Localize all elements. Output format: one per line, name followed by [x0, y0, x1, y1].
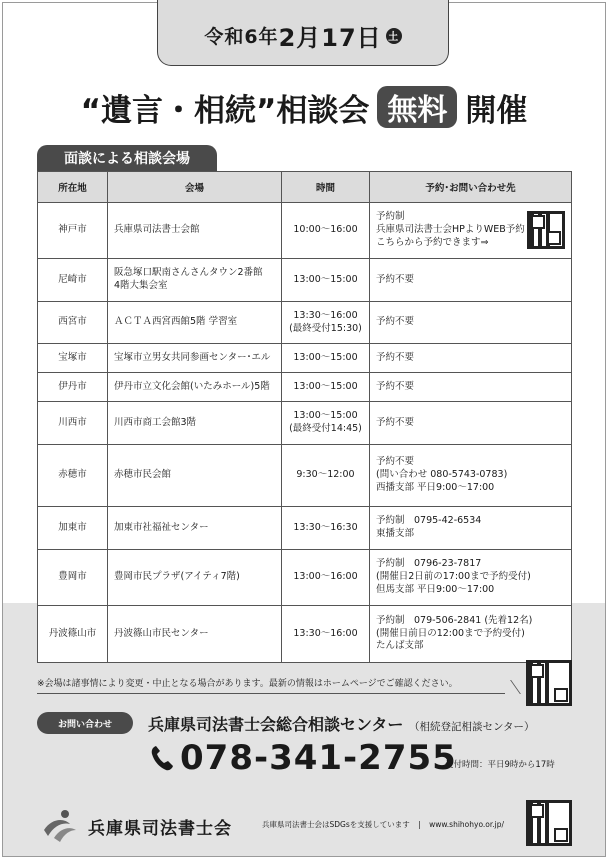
reservation-cell: [370, 402, 572, 445]
table-header-row: [38, 172, 572, 203]
venue-cell-line: 兵庫県司法書士会館: [114, 224, 200, 236]
reservation-cell-line: 予約制: [376, 211, 405, 223]
date-main: 2月17日: [278, 24, 382, 52]
reservation-cell-line: 但馬支部 平日9:00～17:00: [376, 583, 495, 595]
page-title: [30, 82, 578, 132]
reservation-cell-line: 西播支部 平日9:00～17:00: [376, 481, 495, 493]
city-cell: 西宮市: [38, 302, 108, 344]
reservation-cell-line: 予約不要: [376, 380, 415, 392]
time-cell-line: 13:30～16:30: [293, 521, 358, 533]
table-row: [38, 550, 572, 606]
city-cell: 川西市: [38, 402, 108, 445]
time-cell-line: 9:30～12:00: [296, 469, 355, 481]
venue-cell: [108, 302, 282, 344]
header-time: 時間: [282, 172, 370, 203]
notice-text: ※会場は諸事情により変更・中止となる場合があります。最新の情報はホームページでご確認ください。: [37, 679, 458, 689]
venue-cell: [108, 373, 282, 402]
reservation-cell: [370, 203, 572, 259]
time-cell-line: 13:00～15:00: [293, 351, 358, 363]
reception-hours: 受付時間：平日9時から17時: [445, 760, 555, 770]
table-row: [38, 606, 572, 663]
free-badge: 無料: [377, 86, 457, 128]
notice-underline: [37, 693, 505, 694]
table-row: [38, 445, 572, 507]
table-row: [38, 507, 572, 550]
venue-cell-line: 赤穂市民会館: [114, 469, 172, 481]
time-cell: [282, 302, 370, 344]
section-title: 面談による相談会場: [37, 145, 217, 171]
reservation-cell-line: 兵庫県司法書士会HPよりWEB予約: [376, 224, 525, 236]
venue-cell: [108, 445, 282, 507]
time-cell-line: 13:30～16:00: [293, 309, 358, 321]
reservation-cell-line: 予約不要: [376, 316, 415, 328]
time-cell: [282, 550, 370, 606]
contact-name-main: 兵庫県司法書士会総合相談センター: [148, 715, 404, 734]
sdgs-text: 兵庫県司法書士会はSDGsを支援しています: [262, 820, 410, 829]
time-cell: [282, 507, 370, 550]
reservation-cell-line: こちらから予約できます⇒: [376, 236, 489, 248]
venue-cell: [108, 344, 282, 373]
reservation-cell: [370, 550, 572, 606]
date-prefix: 令和6年: [204, 26, 279, 48]
header-reservation: 予約･お問い合わせ先: [370, 172, 572, 203]
venue-table: [37, 171, 572, 663]
reservation-cell-line: 予約不要: [376, 351, 415, 363]
table-row: [38, 373, 572, 402]
reservation-cell-line: 予約不要: [376, 456, 415, 468]
venue-cell-line: 4階大集会室: [114, 280, 168, 291]
time-cell-line: 13:00～15:00: [293, 273, 358, 285]
time-cell: [282, 445, 370, 507]
reservation-cell: [370, 373, 572, 402]
venue-cell-line: 阪急塚口駅南さんさんタウン2番館: [114, 267, 263, 279]
phone-number[interactable]: 078-341-2755: [180, 738, 457, 778]
time-cell-line: (最終受付15:30): [289, 322, 362, 334]
venue-cell: [108, 259, 282, 302]
table-row: [38, 203, 572, 259]
reservation-cell: [370, 606, 572, 663]
org-name: 兵庫県司法書士会: [88, 818, 232, 839]
table-row: [38, 259, 572, 302]
time-cell: [282, 402, 370, 445]
title-left: “遺言・相続”相談会: [80, 92, 370, 129]
qr-code-icon[interactable]: [526, 800, 572, 846]
table-row: [38, 344, 572, 373]
time-cell: [282, 606, 370, 663]
time-cell: [282, 203, 370, 259]
city-cell: 神戸市: [38, 203, 108, 259]
org-logo-icon: [40, 808, 80, 844]
venue-cell: [108, 550, 282, 606]
time-cell-line: (最終受付14:45): [289, 423, 362, 434]
title-right: 開催: [465, 92, 528, 129]
city-cell: 伊丹市: [38, 373, 108, 402]
venue-cell-line: 川西市商工会館3階: [114, 416, 197, 428]
website-link[interactable]: www.shihohyo.or.jp/: [429, 820, 505, 829]
reservation-cell-line: 予約不要: [376, 416, 415, 428]
reservation-cell: [370, 344, 572, 373]
table-body: [38, 203, 572, 663]
reservation-cell-line: (開催日2日前の17:00まで予約受付): [376, 571, 531, 583]
contact-label: お問い合わせ: [37, 712, 133, 734]
city-cell: 豊岡市: [38, 550, 108, 606]
weekday-badge: 土: [386, 28, 402, 44]
org-logo: [40, 806, 232, 846]
time-cell-line: 13:30～16:00: [293, 627, 358, 639]
event-date: [157, 0, 449, 66]
time-cell-line: 13:00～15:00: [293, 410, 358, 422]
venue-cell: [108, 203, 282, 259]
contact-name-sub: （相続登記相談センター）: [408, 721, 535, 733]
header-city: 所在地: [38, 172, 108, 203]
time-cell-line: 13:00～16:00: [293, 571, 358, 583]
reservation-cell-line: (問い合わせ 080-5743-0783): [376, 469, 508, 481]
header-venue: 会場: [108, 172, 282, 203]
venue-cell-line: 豊岡市民プラザ(アイティ7階): [114, 571, 240, 583]
venue-cell-line: 伊丹市立文化会館(いたみホール)5階: [114, 380, 270, 392]
city-cell: 尼崎市: [38, 259, 108, 302]
time-cell: [282, 259, 370, 302]
city-cell: 加東市: [38, 507, 108, 550]
city-cell: 赤穂市: [38, 445, 108, 507]
reservation-cell: [370, 445, 572, 507]
reservation-cell: [370, 259, 572, 302]
time-cell-line: 13:00～15:00: [293, 380, 358, 392]
qr-code-icon[interactable]: [527, 211, 565, 249]
reservation-cell-line: 予約制 0795-42-6534: [376, 515, 482, 527]
qr-code-icon[interactable]: [526, 660, 572, 706]
table-row: [38, 402, 572, 445]
reservation-cell-line: 予約不要: [376, 273, 415, 285]
phone-row: [150, 738, 457, 778]
reservation-cell-line: たんば支部: [376, 640, 424, 652]
reservation-cell: [370, 507, 572, 550]
venue-cell: [108, 507, 282, 550]
table-row: [38, 302, 572, 344]
footer-separator: |: [418, 820, 421, 829]
venue-cell-line: 丹波篠山市民センター: [114, 627, 209, 639]
reservation-cell-line: (開催日前日の12:00まで予約受付): [376, 627, 525, 639]
time-cell: [282, 373, 370, 402]
reservation-cell-line: 東播支部: [376, 528, 415, 539]
city-cell: 丹波篠山市: [38, 606, 108, 663]
venue-cell: [108, 402, 282, 445]
reservation-cell-line: 予約制 079-506-2841 (先着12名): [376, 614, 533, 626]
venue-cell: [108, 606, 282, 663]
time-cell-line: 10:00～16:00: [293, 224, 358, 236]
reservation-cell-line: 予約制 0796-23-7817: [376, 558, 482, 570]
venue-cell-line: 宝塚市立男女共同参画センター･エル: [114, 351, 271, 363]
venue-cell-line: ＡＣＴＡ西宮西館5階 学習室: [114, 316, 238, 328]
city-cell: 宝塚市: [38, 344, 108, 373]
time-cell: [282, 344, 370, 373]
contact-center-name: [148, 712, 578, 735]
footer-info: [262, 819, 504, 830]
phone-icon: [150, 744, 174, 772]
venue-cell-line: 加東市社福祉センター: [114, 521, 209, 533]
reservation-cell: [370, 302, 572, 344]
